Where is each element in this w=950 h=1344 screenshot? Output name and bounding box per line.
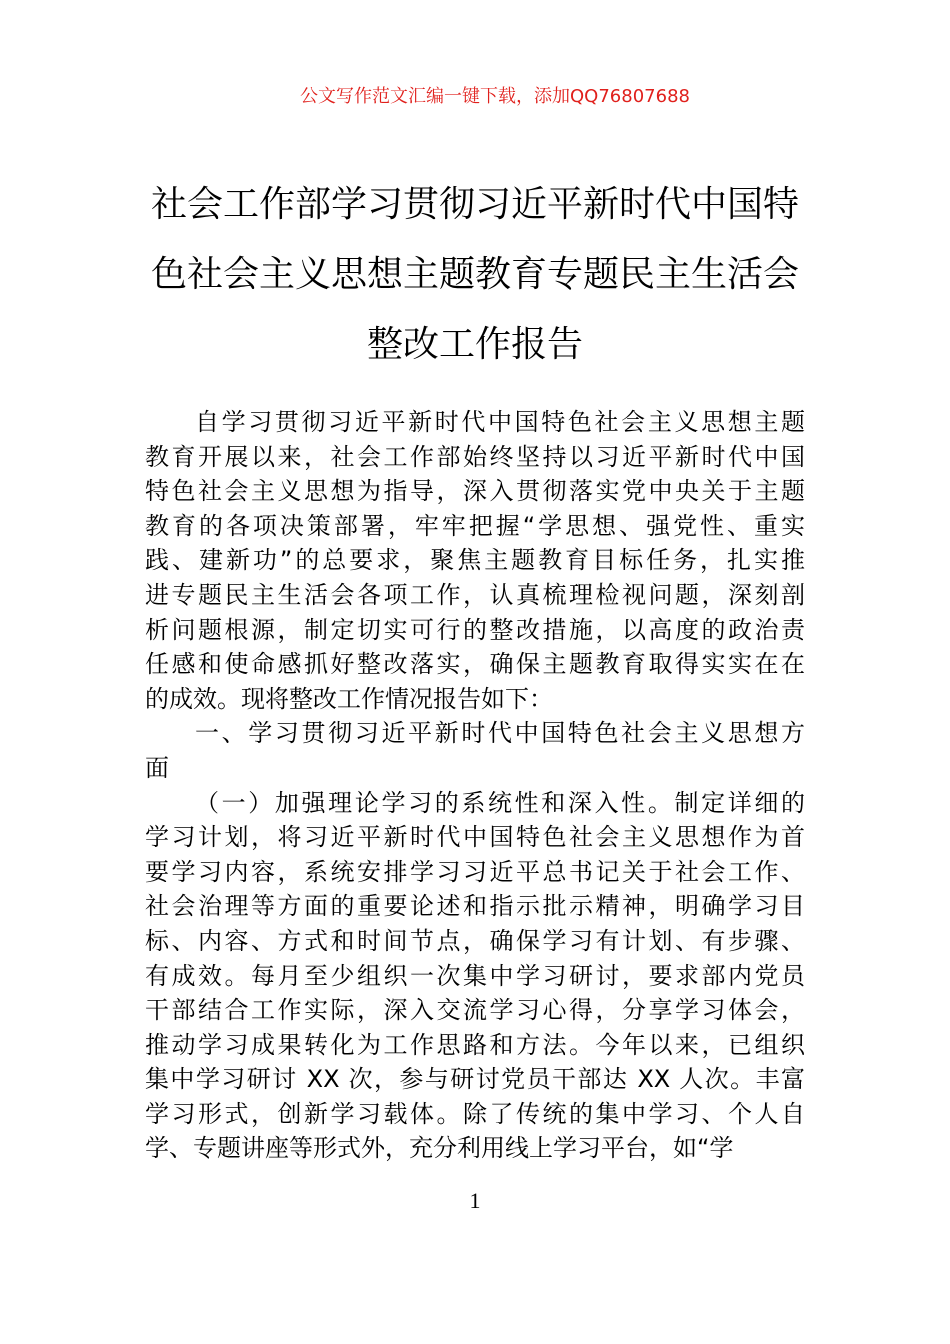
text-line: 的成效。现将整改工作情况报告如下： [145,684,553,713]
text-line: 自学习贯彻习近平新时代中国特色社会主义思想主题 [195,408,805,436]
text-line: 教育的各项决策部署，牢牢把握“学思想、强党性、重实 [145,511,805,540]
document-body [145,405,805,1166]
text-line: 析问题根源，制定切实可行的整改措施，以高度的政治责 [145,615,805,644]
header-note: 公文写作范文汇编一键下载，添加QQ76807688 [300,86,690,107]
text-line: 践、建新功”的总要求，聚焦主题教育目标任务，扎实推 [145,546,805,575]
paragraph [145,716,805,785]
page-number: 1 [469,1188,481,1213]
text-line: 干部结合工作实际，深入交流学习心得，分享学习体会， [145,996,805,1025]
text-line: 推动学习成果转化为工作思路和方法。今年以来，已组织 [145,1030,805,1059]
paragraph [145,405,805,716]
text-line: 学习计划，将习近平新时代中国特色社会主义思想作为首 [145,823,805,852]
text-line: 特色社会主义思想为指导，深入贯彻落实党中央关于主题 [145,477,805,506]
document-title [150,170,800,380]
title-line: 社会工作部学习贯彻习近平新时代中国特 [150,184,799,225]
text-line: 集中学习研讨 XX 次，参与研讨党员干部达 XX 人次。丰富 [145,1065,805,1094]
text-line: 有成效。每月至少组织一次集中学习研讨，要求部内党员 [145,961,805,990]
text-line: 任感和使命感抓好整改落实，确保主题教育取得实实在在 [145,650,805,679]
text-line: 学习形式，创新学习载体。除了传统的集中学习、个人自 [145,1099,805,1128]
text-line: 要学习内容，系统安排学习习近平总书记关于社会工作、 [145,857,805,886]
text-line: （一）加强理论学习的系统性和深入性。制定详细的 [195,788,805,817]
text-line: 社会治理等方面的重要论述和指示批示精神，明确学习目 [145,892,805,921]
title-line: 色社会主义思想主题教育专题民主生活会 [150,254,799,295]
text-line: 标、内容、方式和时间节点，确保学习有计划、有步骤、 [145,926,805,955]
text-line: 学、专题讲座等形式外，充分利用线上学习平台，如“学 [145,1134,734,1163]
text-line: 进专题民主生活会各项工作，认真梳理检视问题，深刻剖 [145,580,805,609]
paragraph [145,786,805,1167]
title-line: 整改工作报告 [366,324,583,365]
text-line: 一、学习贯彻习近平新时代中国特色社会主义思想方 [195,719,805,748]
text-line: 教育开展以来，社会工作部始终坚持以习近平新时代中国 [145,442,805,471]
text-line: 面 [145,753,169,782]
